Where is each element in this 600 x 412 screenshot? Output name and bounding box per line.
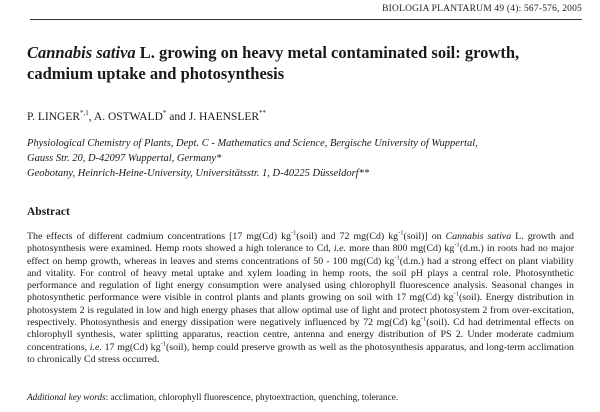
superscript: -1 [420,315,427,323]
superscript: -1 [160,340,166,348]
italic-text: i.e. [333,243,346,255]
abstract-text: more than 800 mg(Cd) kg [345,243,455,255]
journal-citation: BIOLOGIA PLANTARUM 49 (4): 567-576, 2005 [382,4,582,14]
abstract-text: 17 mg(Cd) kg [101,341,161,353]
superscript: -1 [394,254,400,262]
article-title [27,42,587,84]
keywords-text: : acclimation, chlorophyll fluorescence, phytoextraction, quenching, tolerance. [105,393,399,403]
abstract-text: (soil)] on [403,231,446,242]
author-2: , A. OSTWALD [88,110,163,123]
species-name: Cannabis sativa [445,231,512,242]
title-rest: L. growing on heavy metal contaminated soil: growth, cadmium uptake and photosynthesis [27,43,520,83]
abstract-text: (soil). Cd had detrimental effects on chlorophyll synthesis, water splitting apparatus, reaction centre, antenna and energy distribution of PS 2. Under moderate cadmium concentrations, [27,317,574,353]
abstract-text: (d.m.) had a strong effect on plant viability and vitality. For control of heavy metal uptake and xylem loading in hemp roots, the soil pH plays a central role. Photosynthetic performance and regulation of light energy consumption were analysed using chlorophyll fluorescence analysis. Seasonal changes in photosynthetic performance were visible in control plants and plants growing on soil with 17 mg(Cd) kg [27,255,574,304]
abstract-heading: Abstract [27,206,70,218]
abstract-text: (d.m.) in roots had no major effect on hemp growth, whereas in leaves and stems concentrations of 50 - 100 mg(Cd) kg [27,243,575,267]
abstract-text: The effects of different cadmium concentrations [17 mg(Cd) kg [27,231,291,242]
superscript: -1 [454,242,460,249]
author-3: and J. HAENSLER [166,110,260,123]
author-1: P. LINGER [27,110,81,123]
author-list [27,109,266,123]
affiliation-line: Physiological Chemistry of Plants, Dept. C - Mathematics and Science, Bergische University of Wuppertal, [27,138,478,149]
keywords-label: Additional key words [27,393,106,403]
title-species: Cannabis sativa [27,43,136,62]
italic-text: i.e. [89,341,102,353]
author-1-mark: *,1 [80,109,89,117]
author-2-mark: * [162,109,167,117]
abstract-text: L. growth and photosynthesis were examined. Hemp roots showed a high tolerance to Cd, [27,231,574,255]
author-3-mark: ** [259,109,267,117]
affiliation-line: Gauss Str. 20, D-42097 Wuppertal, Germany* [27,153,222,164]
affiliations [27,136,587,181]
abstract-text: (soil). Energy distribution in photosystem 2 is regulated in low and high energy phases that allow optimal use of light and protect photosystem 2 from over-excitation, respectively. Photosynthesis and energy dissipation were negatively influenced by 72 mg(Cd) kg [27,292,574,329]
superscript: -1 [398,229,404,237]
keywords-line [27,393,587,403]
abstract-body [27,231,574,366]
affiliation-line: Geobotany, Heinrich-Heine-University, Universitätsstr. 1, D-40225 Düsseldorf** [27,168,370,179]
superscript: -1 [453,291,459,299]
abstract-text: (soil) and 72 mg(Cd) kg [296,231,399,242]
abstract-text: (soil), hemp could preserve growth as well as the photosynthesis apparatus, and long-term acclimation to chronically Cd stress occurred. [27,341,574,365]
superscript: -1 [290,229,297,237]
header-rule [30,19,582,20]
